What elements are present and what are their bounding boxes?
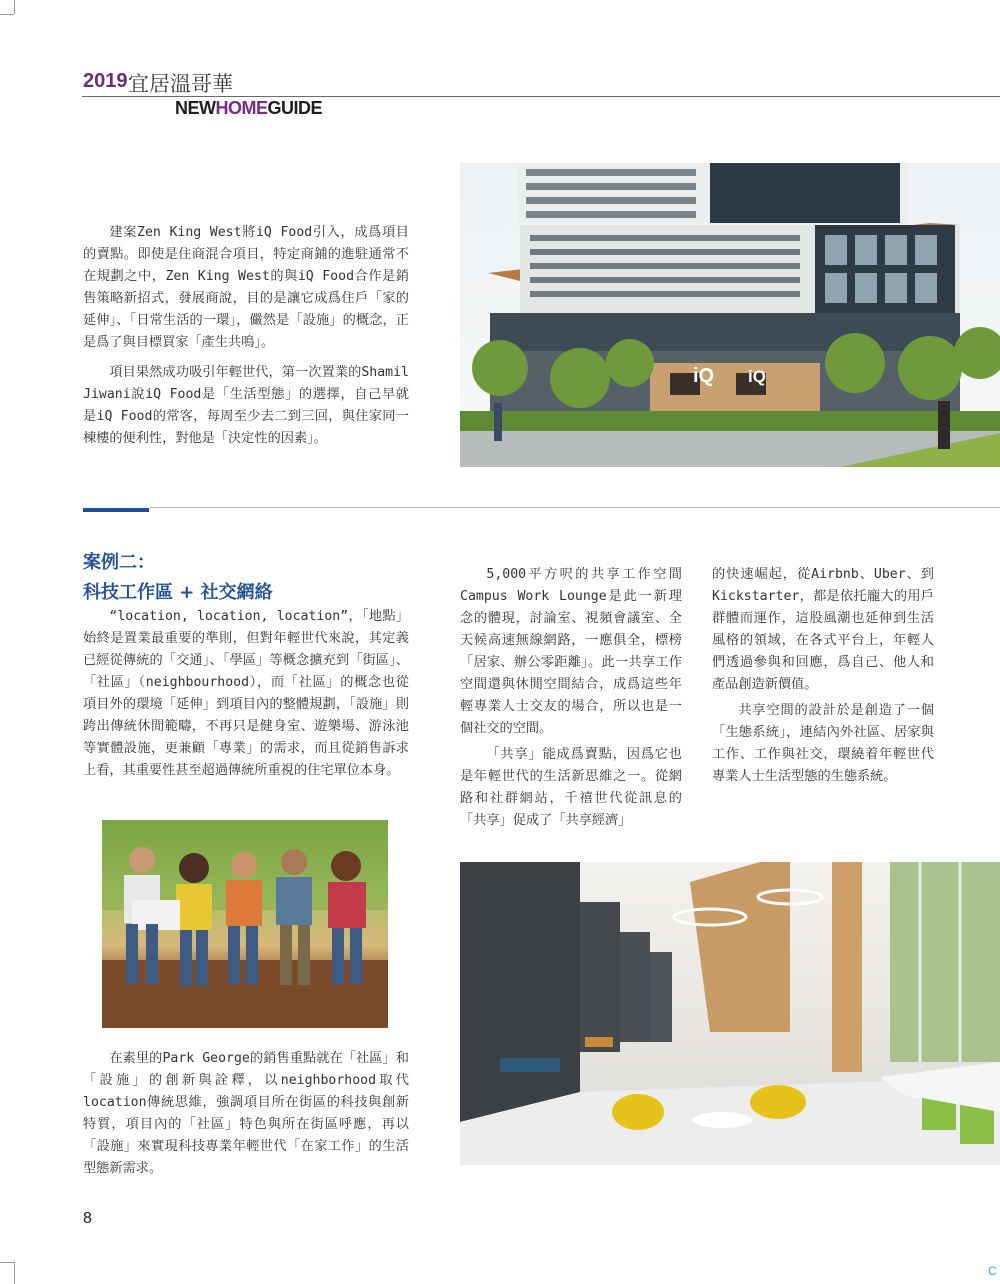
guide-new: NEW xyxy=(175,98,216,118)
corner-mark: C xyxy=(988,1264,997,1278)
building-illustration xyxy=(460,163,1000,467)
page-number: 8 xyxy=(83,1210,92,1227)
section-divider-accent xyxy=(83,508,149,512)
header-year: 2019 xyxy=(83,70,128,92)
section1-paragraph-1: 建案Zen King West將iQ Food引入，成爲項目的賣點。即使是住商混合項目，特定商鋪的進駐通常不在規劃之中，Zen King West的與iQ Food合作是銷售策略新招式，發展商說，目的是讓它成爲住戶「家的延伸」、「日常生活的一環」，儼然是「設施」的概念，正是爲了與目標買家「產生共鳴」。 xyxy=(83,225,409,350)
header-title: 宜居溫哥華 xyxy=(128,72,233,96)
header-rule xyxy=(82,96,1000,97)
column2-paragraph-2: 「共享」能成爲賣點，因爲它也是年輕世代的生活新思維之一。從網路和社群網站，千禧世代從訊息的「共享」促成了「共享經濟」 xyxy=(460,747,682,828)
case-heading: 案例二： xyxy=(83,552,155,573)
crop-mark-top-left-h xyxy=(0,14,14,15)
section1-paragraph-2: 項目果然成功吸引年輕世代，第一次置業的Shamil Jiwani說iQ Food是「生活型態」的選擇，自己早就是iQ Food的常客，每周至少去二到三回，與住家同一棟樓的便利性，對他是「決定性的因素」。 xyxy=(83,365,409,446)
crop-mark-top-left-v xyxy=(14,0,15,14)
work-lounge-photo xyxy=(460,862,1000,1165)
case-subheading: 科技工作區 + 社交網絡 xyxy=(83,582,273,603)
column3-paragraph-1: 的快速崛起，從Airbnb、Uber、到Kickstarter，都是依托龐大的用戶群體而運作，這股風潮也延伸到生活風格的領域，在各式平台上，年輕人們透過參與和回應，爲自己、他人和產品創造新價值。 xyxy=(712,567,934,692)
signage-iq-2: iQ xyxy=(748,367,766,386)
signage-iq-1: iQ xyxy=(693,365,715,387)
guide-guide: GUIDE xyxy=(267,98,323,118)
building-photo xyxy=(460,163,1000,467)
crop-mark-bottom-left-h xyxy=(0,1262,14,1263)
column3-paragraph-2: 共享空間的設計於是創造了一個「生態系統」，連結內外社區、居家與工作、工作與社交，環繞着年輕世代專業人士生活型態的生態系統。 xyxy=(712,703,934,784)
section2-paragraph-1: “location, location, location”，「地點」始終是置業最重要的準則，但對年輕世代來說，其定義已經從傳統的「交通」、「學區」等概念擴充到「街區」、「社區」（neighbourhood），而「社區」的概念也從項目外的環境「延伸」到項目內的整體規劃，「設施」則跨出傳統休閒範疇，不再只是健身室、遊樂場、游泳池等實體設施，更兼顧「專業」的需求，而且從銷售訴求上看，其重要性甚至超過傳統所重視的住宅單位本身。 xyxy=(83,609,409,778)
guide-home: HOME xyxy=(215,98,268,118)
lounge-illustration xyxy=(460,862,1000,1165)
header-guide-logo xyxy=(175,98,322,119)
section2-paragraph-bottom: 在素里的Park George的銷售重點就在「社區」和「設施」的創新與詮釋，以neighborhood取代location傳統思維，強調項目所在街區的科技與創新特質，項目內的「社區」特色與所在街區呼應，再以「設施」來實現科技專業年輕世代「在家工作」的生活型態新需求。 xyxy=(83,1051,409,1176)
young-people-photo xyxy=(102,820,388,1028)
column2-paragraph-1: 5,000平方呎的共享工作空間Campus Work Lounge是此一新理念的體現，討論室、視頻會議室、全天候高速無線網路，一應俱全，標榜「居家、辦公零距離」。此一共享工作空間還與休閒空間結合，成爲這些年輕專業人士交友的場合，所以也是一個社交的空間。 xyxy=(460,567,682,736)
section-divider-line xyxy=(150,507,1000,508)
crop-mark-bottom-left-v xyxy=(14,1262,15,1284)
people-illustration xyxy=(102,820,388,1028)
